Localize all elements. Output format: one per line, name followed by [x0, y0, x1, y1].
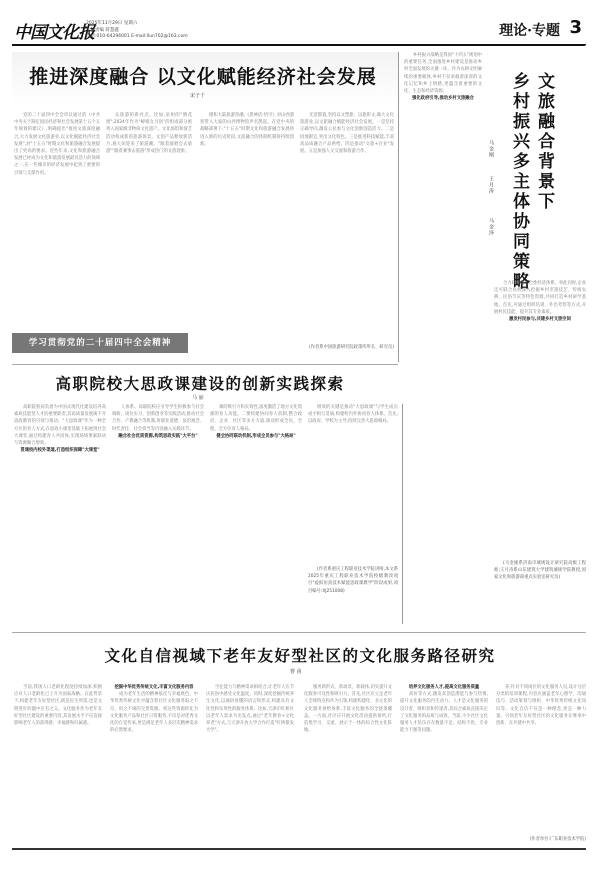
side-article-subhead-2: 激发村民参与,共建乡村文旅空间 — [509, 317, 571, 323]
article3-column-4: 服务新形式、新场景、新载体,切实提升文化服务可及性和吸引力。首先,社区应立足老年人全域特点和作为引领,构建构建化、多元化的文化服务供给体系,丰富文化服务的全链条覆盖。一方面,社区应开展文化活动提供场所,打造集学习、交流、展示于一体的综合性文化阵地。 — [304, 685, 392, 734]
side-article-author-3: 马金泽 — [488, 218, 494, 236]
side-article-author-2: 王月涛 — [488, 176, 494, 194]
article2-title: 高职院校大思政课建设的创新实践探索 — [55, 374, 345, 393]
article2-author-note: (作者系重庆工程职业技术学院讲师,本文系2025年重庆工程职业技术学院校级教改项目"虚拟仿真技术赋能思政课教学"阶段成果,项目编号:XJ251008) — [308, 567, 398, 594]
side-article-title-line-2: 乡村振兴多主体协同策略 — [509, 72, 529, 292]
article1-author: 宋子千 — [190, 93, 206, 99]
issue-date: 2025年11月29日 星期六 — [86, 21, 138, 26]
theme-banner: 学习贯彻党的二十届四中全会精神 — [12, 333, 188, 353]
article2-author: 马 丽 — [192, 395, 204, 401]
article1-column-4: 光景都置,坚持以文塑旅、以旅彰文,做大文化旅游业,以文旅融合赋能经济社会发展。一是坚持正确导向,激发公民参与文化创新创造活力。二是因地制宜,突出文化特色。三是推进科技赋能,丰富高品质融合产品供给。四是推动"文旅+百业"发展。五是加强人文交流和旅游合作。 — [300, 113, 394, 155]
issue-meta — [86, 21, 188, 41]
article2-column-2: 人体系。高职院校应引导学生积极参与社会调研、岗位实习、创新创业等实践活动,推动社会合作、产教融合等机制,将职业道德、法治观念、时代责任、社会担当等内容融入实践环节。 融合社会优质资源,构筑思政实践"大平台" — [112, 405, 204, 439]
article2-column-1: 高职院校肩负着为中国式现代化建设培养高素质技能型人才的重要职责,其高质量发展离不开思政教育的引领与推动。"大思政课"作为一种全方位的育人方式,在思政小课堂基础上拓展到社会大课堂,通过构建育人共同体,实现场域要素联动与资源聚合增效。 贯通校内校外渠道,打造组织保障"大课堂" — [14, 405, 106, 454]
article2-column-4: 增效的关键是推动"大思政课"与学生成长成才相互贯通,构建校内外协同育人体系。首先,以政府、学校为主导,持续完善大思政格局。 — [308, 405, 398, 425]
article3-column-6: 养,针对不同岗位的文化服务人员,设计分层分类的培训课程,内容应涵盖老年心理学、沟通技巧、活动策划与组织、中华优秀传统文化知识等。文化自信不仅是一种理念,更是一种力量。引领老年友好型社区的文化服务在继承中创新、在共建中共享。 — [496, 685, 586, 727]
article1-title: 推进深度融合 以文化赋能经济社会发展 — [29, 66, 377, 88]
column-divider — [398, 52, 399, 362]
article3-column-5: 培养文化服务人才,提高文化服务质量 高价等方式,激发其创造潜能与参与热情,提升文化服务的内生动力。人才是文化服务的设计者、组织者和传递者,其综合素质直接决定了文化服务的品质与成效。当前,不少社区文化服务人才队伍存在数量不足、结构不优、专业能力不强等问题。 — [400, 685, 488, 734]
bottom-rule — [12, 848, 586, 850]
side-article-subhead-1: 强化政府引导,推动乡村文旅融合 — [412, 96, 474, 102]
section-divider — [12, 632, 586, 633]
article2-subhead-3: 健全协同联动机制,形成全员参与"大格局" — [216, 433, 296, 439]
article3-subhead-1: 挖掘中华优秀传统文化,丰富文化服务内容 — [114, 685, 194, 690]
newspaper-logo: 中国文化报 — [14, 23, 94, 43]
article3-column-3: 空往能力与精神需求相结合,让老年人在节庆民俗中感受文化温度。同时,深度挖掘传统养生文化,以通俗易懂的语言和形式,构建具有文化性和实用性的服务体系。比如,天津市红桥区以老年人需求为出发点,通过"老年教育+文化养老"方式,与天津开放大学合作打造"红桥银发大学"。 — [206, 685, 294, 734]
side-article-column-1: 乡村振兴战略是我国"十四五"规划中的重要任务,全面推进乡村建设是推动乡村全面发展的关键一环。作为农耕文明赓续的重要载体,乡村不仅承载着深厚的文化记忆和乡土情感,更蕴含着重要的文化、生态和经济资源。 强化政府引导,推动乡村文旅融合 — [404, 53, 482, 102]
masthead-rule — [12, 44, 586, 46]
side-article-column-2: 合力转变的综合性经济体系。举此同时,企业还可联合高校深入挖掘乡村非遗技艺、传统农耕、民俗节庆等特色资源,共同打造乡村研学基地。首先,可通过组织培训、外出考察等方式,开展村民技能、提升其专业素质。 激发村民参与,共建乡村文旅空间 — [494, 281, 586, 323]
page-editor: 本版责编 蒋慧鑫 — [86, 27, 119, 33]
side-article-title-line-1: 文旅融合背景下 — [534, 72, 554, 212]
article3-column-2: 挖掘中华优秀传统文化,丰富文化服务内容 成为老年生活的精神依托与幸福底色。中华优秀传统文化中蕴含着社区文化服务取之不尽、用之不竭的宝贵资源。将这些资源转化为文化服务产品和社区日常服务,不仅是对优秀文化的自觉传承,更是满足老年人多层次精神需求的必然要求。 — [110, 685, 198, 734]
article2-subhead-2: 融合社会优质资源,构筑思政实践"大平台" — [118, 433, 198, 439]
section-divider — [12, 364, 398, 365]
page-number: 3 — [569, 17, 582, 38]
masthead — [0, 0, 600, 46]
article2-subhead-1: 贯通校内校外渠道,打造组织保障"大课堂" — [20, 448, 100, 454]
article1-column-2: 众旅游的新亮点。比如,泉州的"簪花围",2024年作为"蟳埔女习俗"的组成部分被列入国家级非物质文化遗产。文化场馆和演艺活动构成新的旅游场景。文创产品释放新活力,观大田迎来了旅游潮。"跟着演唱会去旅游""跟着赛事去旅游"形成热门的文旅现象。 — [106, 113, 192, 155]
side-article-author-note: (马金刚系济南市城规设计研究院高级工程师;王月涛系山东建筑大学建筑城规学院教授,国家文化和旅游部重点实验室研究员) — [494, 561, 586, 581]
section-title: 理论·专题 — [499, 23, 560, 39]
article3-author: 曹 茵 — [290, 669, 302, 675]
article1-column-3: 德和大陆旅游热潮,《黑神话:悟空》对山西游客带入大家的山西博物馆声名鹊起。在党中央的战略部署下,"十五五"时期文化和旅游融合发展将进入新的历史阶段,文旅融合的体制机制将持续创新。 — [200, 113, 294, 147]
side-article-author-1: 马金刚 — [488, 140, 494, 158]
article3-subhead-2: 培养文化服务人才,提高文化服务质量 — [408, 685, 480, 690]
article1-column-1: 党的二十届四中全会审议通过的《中共中央关于制定国民经济和社会发展第十五个五年规划的建议》,明确提出"推进文旅深度融合,大力发展文化旅游业,以文化赋能经济社会发展",对"十五五"时期文化和旅游融合发展提出了更高的要求。近些年来,文化和旅游融合发展已经成为文化和旅游发展最具活力的领域之一,在一些城市的经济发展中起到了重要的引领与支撑作用。 — [14, 113, 100, 176]
article3-author-note: (作者单位:广东职业技术学院) — [529, 837, 586, 842]
article2-column-3: 课的吸引力和实效性,深度激活了地方文化资源的育人功能。二要构建协同育人机制,整合政府、企业、社区等多方力量,推动形成全员、全程、全方位育人格局。 健全协同联动机制,形成全员参与"大格局" — [210, 405, 302, 439]
article1-author-note: (作者系中国旅游研究院政策所所长、研究员) — [309, 345, 394, 350]
article3-column-1: 当前,我国人口老龄化程度持续加深,积极应对人口老龄化已上升为国家战略。在此背景下,构建老年友好型社区,既是民生所需,也是文明进步的题中应有之义。文化服务作为老年友好型社区建设的重要内容,其发展水平不仅直接影响老年人的获得感、幸福感和归属感。 — [14, 685, 102, 727]
article3-title: 文化自信视域下老年友好型社区的文化服务路径研究 — [104, 646, 496, 665]
column-divider — [402, 404, 403, 624]
contact-info: 电话:010-64294001 E-mail:llun702@163.com — [86, 34, 188, 39]
